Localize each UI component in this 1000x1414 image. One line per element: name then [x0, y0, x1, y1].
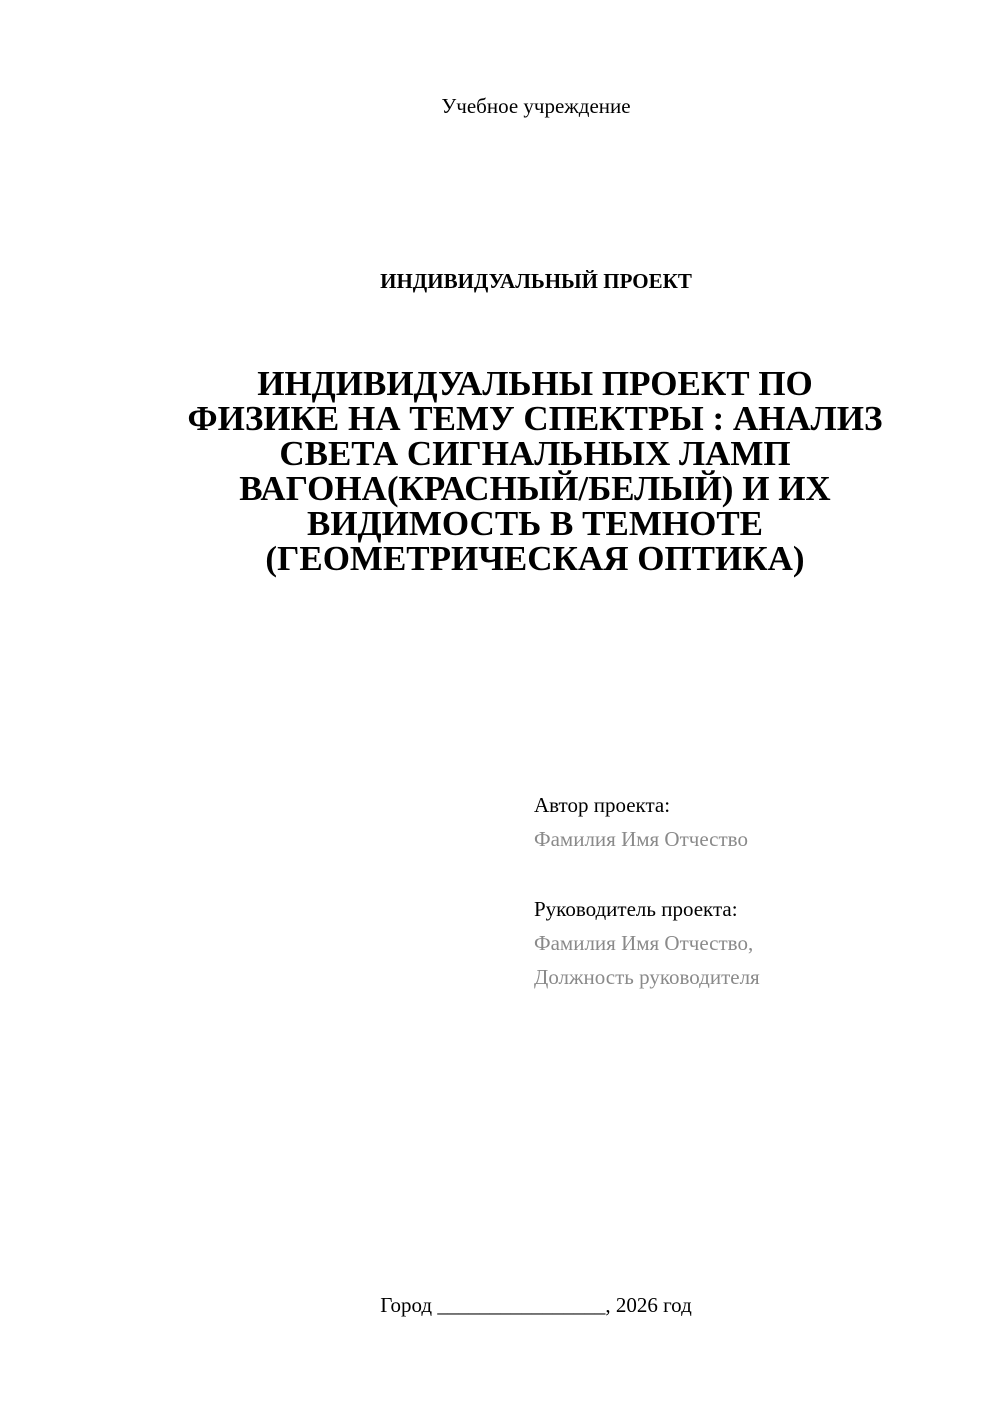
project-title-line: ИНДИВИДУАЛЬНЫ ПРОЕКТ ПО: [257, 364, 813, 403]
project-title-line: ВАГОНА(КРАСНЫЙ/БЕЛЫЙ) И ИХ: [239, 469, 831, 508]
institution-name: Учебное учреждение: [441, 94, 631, 118]
city-year-footer: Город ________________, 2026 год: [380, 1293, 692, 1317]
author-name: Фамилия Имя Отчество: [534, 827, 748, 851]
author-block: [534, 788, 974, 994]
project-title-line: ВИДИМОСТЬ В ТЕМНОТЕ: [306, 504, 764, 543]
spacer: [534, 856, 974, 892]
project-type-heading: ИНДИВИДУАЛЬНЫЙ ПРОЕКТ: [380, 269, 692, 293]
project-title-line: ФИЗИКЕ НА ТЕМУ СПЕКТРЫ : АНАЛИЗ: [187, 399, 883, 438]
supervisor-position: Должность руководителя: [534, 965, 760, 989]
project-title-line: СВЕТА СИГНАЛЬНЫХ ЛАМП: [279, 434, 791, 473]
project-title: [140, 366, 930, 576]
author-label: Автор проекта:: [534, 793, 671, 817]
project-title-line: (ГЕОМЕТРИЧЕСКАЯ ОПТИКА): [265, 539, 805, 578]
supervisor-name: Фамилия Имя Отчество,: [534, 931, 754, 955]
supervisor-label: Руководитель проекта:: [534, 897, 738, 921]
